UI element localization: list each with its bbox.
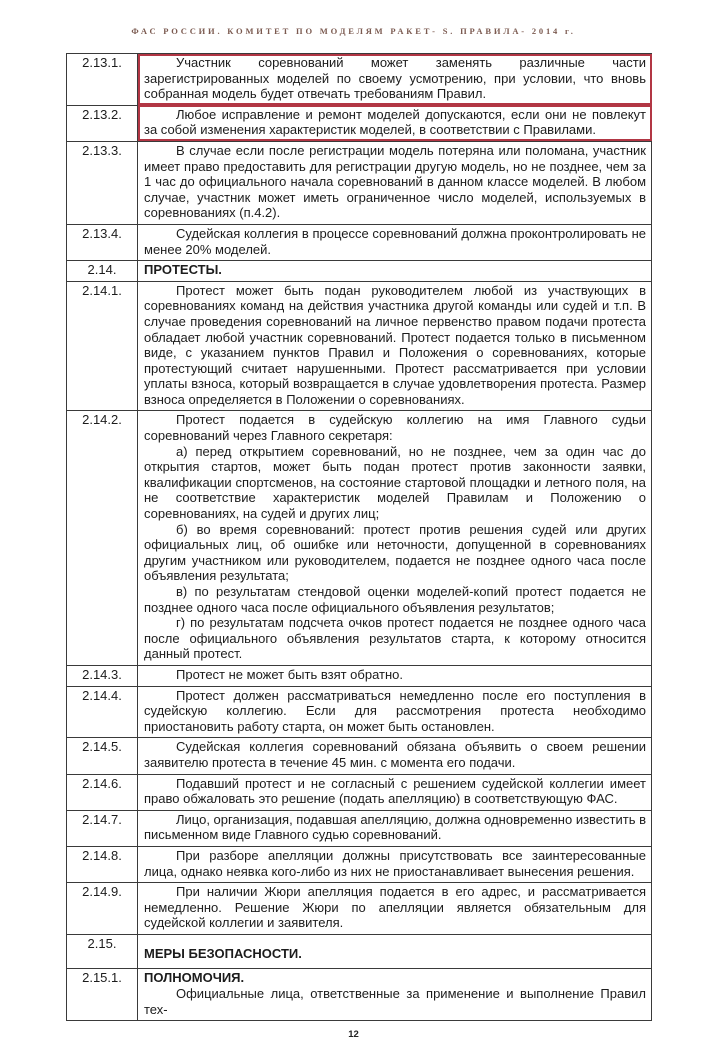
table-row [67,686,652,738]
section-number-cell: 2.14. [67,261,138,282]
paragraph: Протест должен рассматриваться немедленно после его поступления в судейскую коллегию. Если для рассмотрения протеста необходимо приостановить работу старта, он может быть остановлен. [144,687,646,734]
section-text-cell [138,774,652,810]
table-row [67,411,652,666]
section-text-cell [138,141,652,224]
table-row [67,969,652,1021]
paragraph: Лицо, организация, подавшая апелляцию, должна одновременно известить в письменном виде Главного судью соревнований. [144,811,646,843]
paragraph: в) по результатам стендовой оценки моделей-копий протест подается не позднее одного часа после официального объявления результатов; [144,584,646,615]
section-text-cell [138,934,652,969]
section-number-cell: 2.15.1. [67,969,138,1021]
paragraph: б) во время соревнований: протест против решения судей или других официальных лиц, об ошибке или неточности, допущенной в соревнованиях другим участником или руководителем, подается не позднее одного часа после объявления результата; [144,521,646,584]
section-text-cell [138,738,652,774]
section-title: МЕРЫ БЕЗОПАСНОСТИ. [144,945,302,961]
section-title: ПОЛНОМОЧИЯ. [144,970,245,986]
paragraph: В случае если после регистрации модель потеряна или поломана, участник имеет право предоставить для регистрации другую модель, но не позднее, чем за 1 час до официального начала соревнований в данном классе моделей. В любом случае, участник может иметь ограниченное число моделей, используемых в соревнованиях (п.4.2). [144,142,646,221]
paragraph: Судейская коллегия соревнований обязана объявить о своем решении заявителю протеста в течение 45 мин. с момента его подачи. [144,739,646,770]
section-text-cell [138,810,652,846]
table-row [67,281,652,411]
section-number-cell: 2.13.3. [67,141,138,224]
section-number-cell: 2.14.2. [67,411,138,666]
table-row [67,665,652,686]
section-number-cell: 2.15. [67,934,138,969]
section-text-cell [138,883,652,935]
document-page [0,26,707,1040]
section-number-cell: 2.14.6. [67,774,138,810]
table-row [67,141,652,224]
section-text-cell [138,281,652,411]
paragraph: При наличии Жюри апелляция подается в его адрес, и рассматривается немедленно. Решение Жюри по апелляции является обязательным для судейской коллегии и заявителя. [144,884,646,931]
section-text-cell-highlighted [138,54,652,106]
section-number-cell: 2.14.5. [67,738,138,774]
page-header-title: ФАС РОССИИ. КОМИТЕТ ПО МОДЕЛЯМ РАКЕТ- S. ПРАВИЛА- 2014 г. [131,26,576,36]
rules-table [66,53,652,1021]
section-title: ПРОТЕСТЫ. [144,262,222,278]
section-number-cell: 2.14.1. [67,281,138,411]
section-number-cell: 2.14.4. [67,686,138,738]
paragraph: Официальные лица, ответственные за применение и выполнение Правил тех- [144,986,646,1017]
paragraph: Участник соревнований может заменять различные части зарегистрированных моделей по своему усмотрению, при условии, что вновь собранная модель будет отвечать требованиям Правил. [144,55,646,102]
paragraph: Судейская коллегия в процессе соревнований должна проконтролировать не менее 20% моделей. [144,225,646,257]
section-text-cell [138,261,652,282]
table-row [67,810,652,846]
table-row [67,54,652,106]
section-text-cell [138,846,652,882]
paragraph: г) по результатам подсчета очков протест подается не позднее одного часа после официального объявления результатов старта, к которому относится данный протест. [144,615,646,662]
paragraph: При разборе апелляции должны присутствовать все заинтересованные лица, однако неявка кого-либо из них не приостанавливает вынесения решения. [144,847,646,879]
section-number-cell: 2.14.7. [67,810,138,846]
section-number-cell: 2.13.1. [67,54,138,106]
paragraph: Протест может быть подан руководителем любой из участвующих в соревнованиях команд на действия участника другой команды или судей и т.п. В случае проведения соревнований на личное первенство правом подачи протеста обладает любой участник соревнований. Протест подается только в письменном виде, с указанием пунктов Правил и Положения о соревнованиях, которые протестующий считает нарушенными. Протест рассматривается при условии уплаты взноса, который возвращается в случае удовлетворения протеста. Размер взноса определяется в Положении о соревнованиях. [144,282,646,407]
table-row [67,846,652,882]
section-number-cell: 2.13.4. [67,224,138,260]
section-text-cell [138,224,652,260]
section-number-cell: 2.13.2. [67,105,138,141]
table-row [67,934,652,969]
section-number-cell: 2.14.3. [67,665,138,686]
table-row [67,224,652,260]
paragraph: а) перед открытием соревнований, но не позднее, чем за один час до открытия стартов, может быть подан протест против законности заявки, квалификации спортсменов, на состояние стартовой площадки и летного поля, на не соответствие характеристик моделей Правилам и Положению о соревнованиях, на судей и других лиц; [144,443,646,522]
paragraph: Протест не может быть взят обратно. [176,666,404,682]
section-text-cell [138,686,652,738]
table-row [67,738,652,774]
section-text-cell [138,969,652,1021]
section-number-cell: 2.14.9. [67,883,138,935]
table-row [67,261,652,282]
section-number-cell: 2.14.8. [67,846,138,882]
table-row [67,774,652,810]
paragraph: Подавший протест и не согласный с решением судейской коллегии имеет право обжаловать это решение (подать апелляцию) в соответствующую ФАС. [144,775,646,807]
paragraph: Любое исправление и ремонт моделей допускаются, если они не повлекут за собой изменения характеристик моделей, в соответствии с Правилами. [144,106,646,138]
section-text-cell-highlighted [138,105,652,141]
table-row [67,883,652,935]
paragraph: Протест подается в судейскую коллегию на имя Главного судьи соревнований через Главного секретаря: [144,412,646,444]
page-number: 12 [348,1029,359,1040]
section-text-cell [138,411,652,666]
table-row [67,105,652,141]
section-text-cell [138,665,652,686]
